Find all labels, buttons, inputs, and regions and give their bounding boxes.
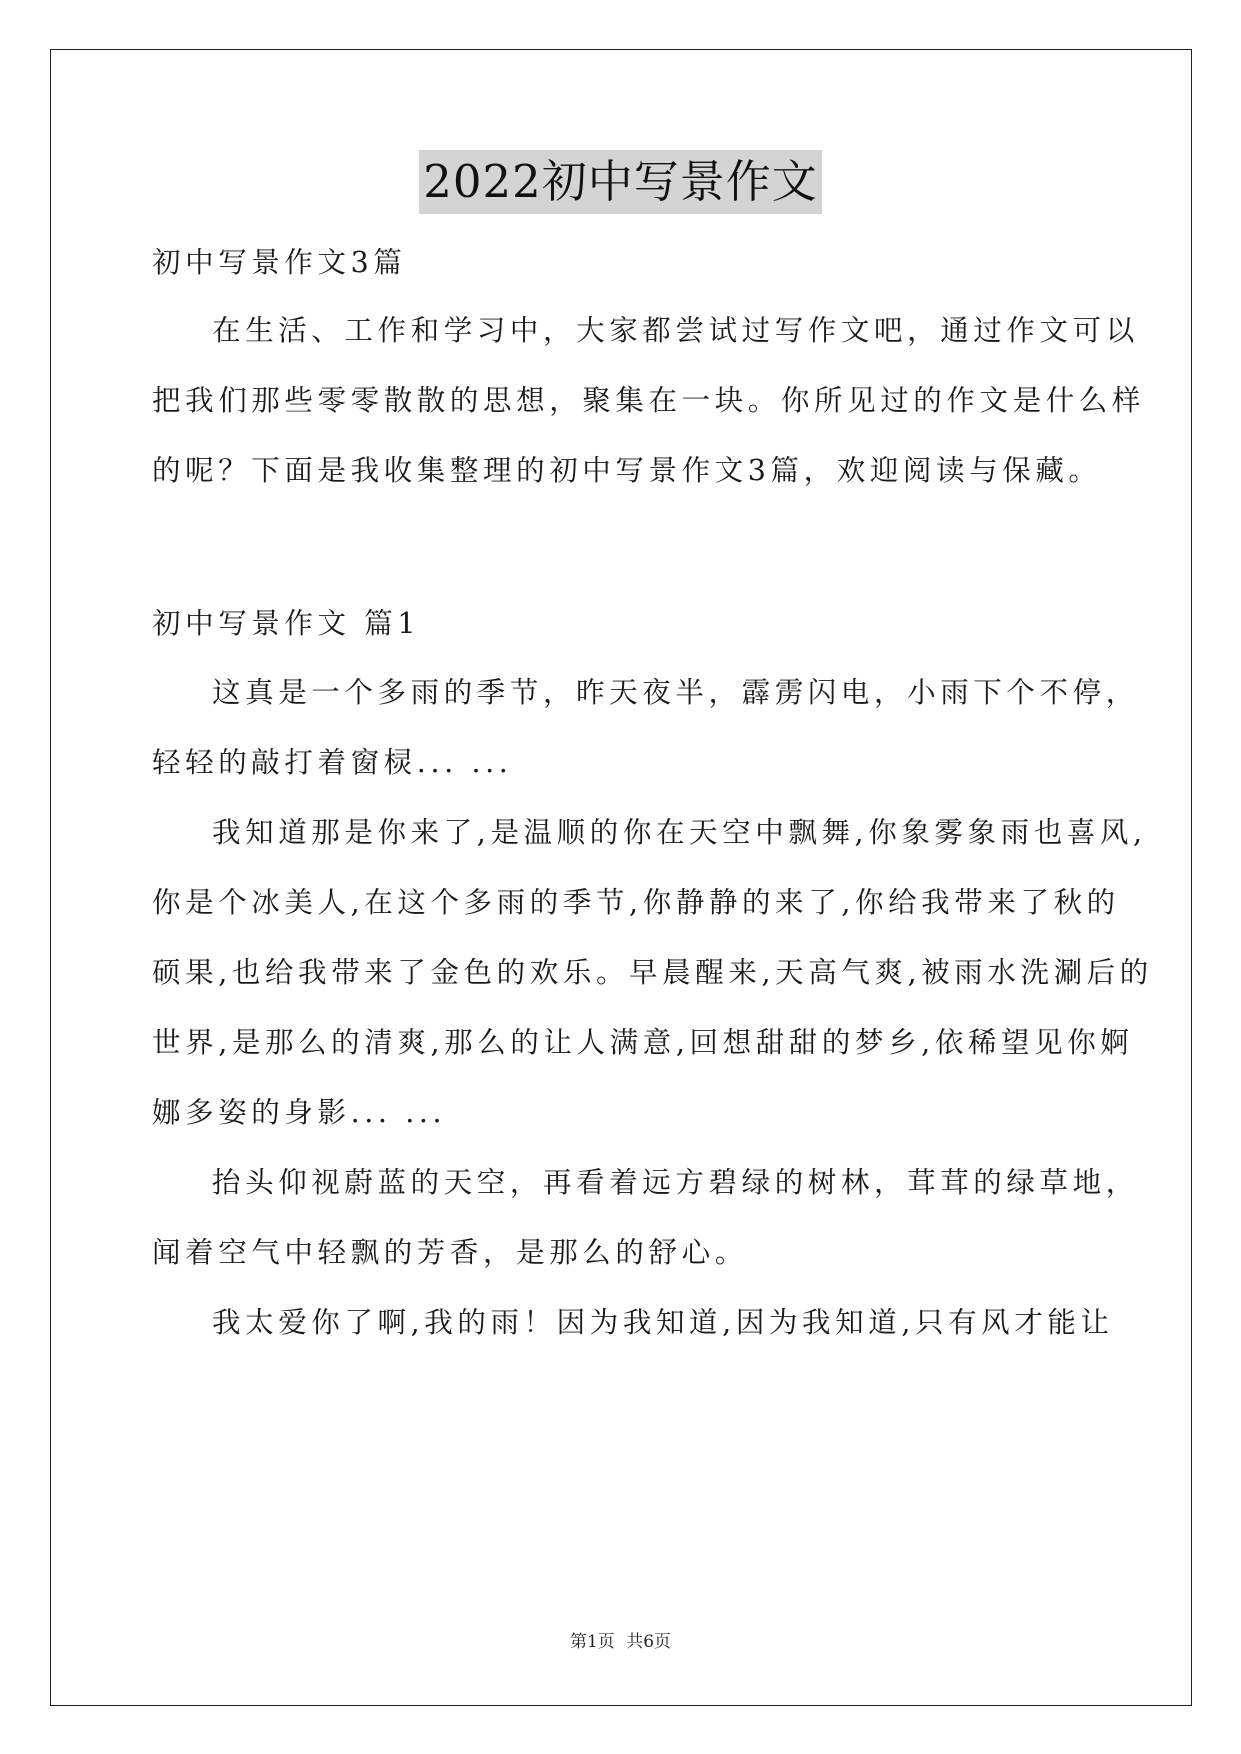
intro-line-3: 的呢？下面是我收集整理的初中写景作文3篇，欢迎阅读与保藏。 bbox=[152, 454, 1102, 487]
body-line-10: 我太爱你了啊,我的雨！因为我知道,因为我知道,只有风才能让 bbox=[212, 1306, 1114, 1339]
body-line-7: 娜多姿的身影... ... bbox=[152, 1096, 447, 1129]
body-line-8: 抬头仰视蔚蓝的天空，再看着远方碧绿的树林，茸茸的绿草地， bbox=[212, 1166, 1139, 1199]
body-line-6: 世界,是那么的清爽,那么的让人满意,回想甜甜的梦乡,依稀望见你婀 bbox=[152, 1026, 1134, 1059]
intro-line-1: 在生活、工作和学习中，大家都尝试过写作文吧，通过作文可以 bbox=[212, 314, 1139, 347]
intro-line-2: 把我们那些零零散散的思想，聚集在一块。你所见过的作文是什么样 bbox=[152, 384, 1146, 417]
page-footer: 第1页 共6页 bbox=[569, 1632, 672, 1652]
document-title: 2022初中写景作文 bbox=[419, 150, 822, 214]
body-line-3: 我知道那是你来了,是温顺的你在天空中飘舞,你象雾象雨也喜风, bbox=[212, 816, 1147, 849]
section-heading-1: 初中写景作文 篇1 bbox=[152, 607, 421, 640]
body-line-4: 你是个冰美人,在这个多雨的季节,你静静的来了,你给我带来了秋的 bbox=[152, 886, 1120, 919]
body-line-5: 硕果,也给我带来了金色的欢乐。早晨醒来,天高气爽,被雨水洗涮后的 bbox=[152, 956, 1153, 989]
body-line-2: 轻轻的敲打着窗棂... ... bbox=[152, 746, 513, 779]
body-line-9: 闻着空气中轻飘的芳香，是那么的舒心。 bbox=[152, 1236, 748, 1269]
page-border bbox=[50, 49, 1192, 1706]
body-line-1: 这真是一个多雨的季节，昨天夜半，霹雳闪电，小雨下个不停， bbox=[212, 676, 1139, 709]
document-subtitle: 初中写景作文3篇 bbox=[152, 246, 407, 279]
title-container bbox=[0, 150, 1241, 214]
